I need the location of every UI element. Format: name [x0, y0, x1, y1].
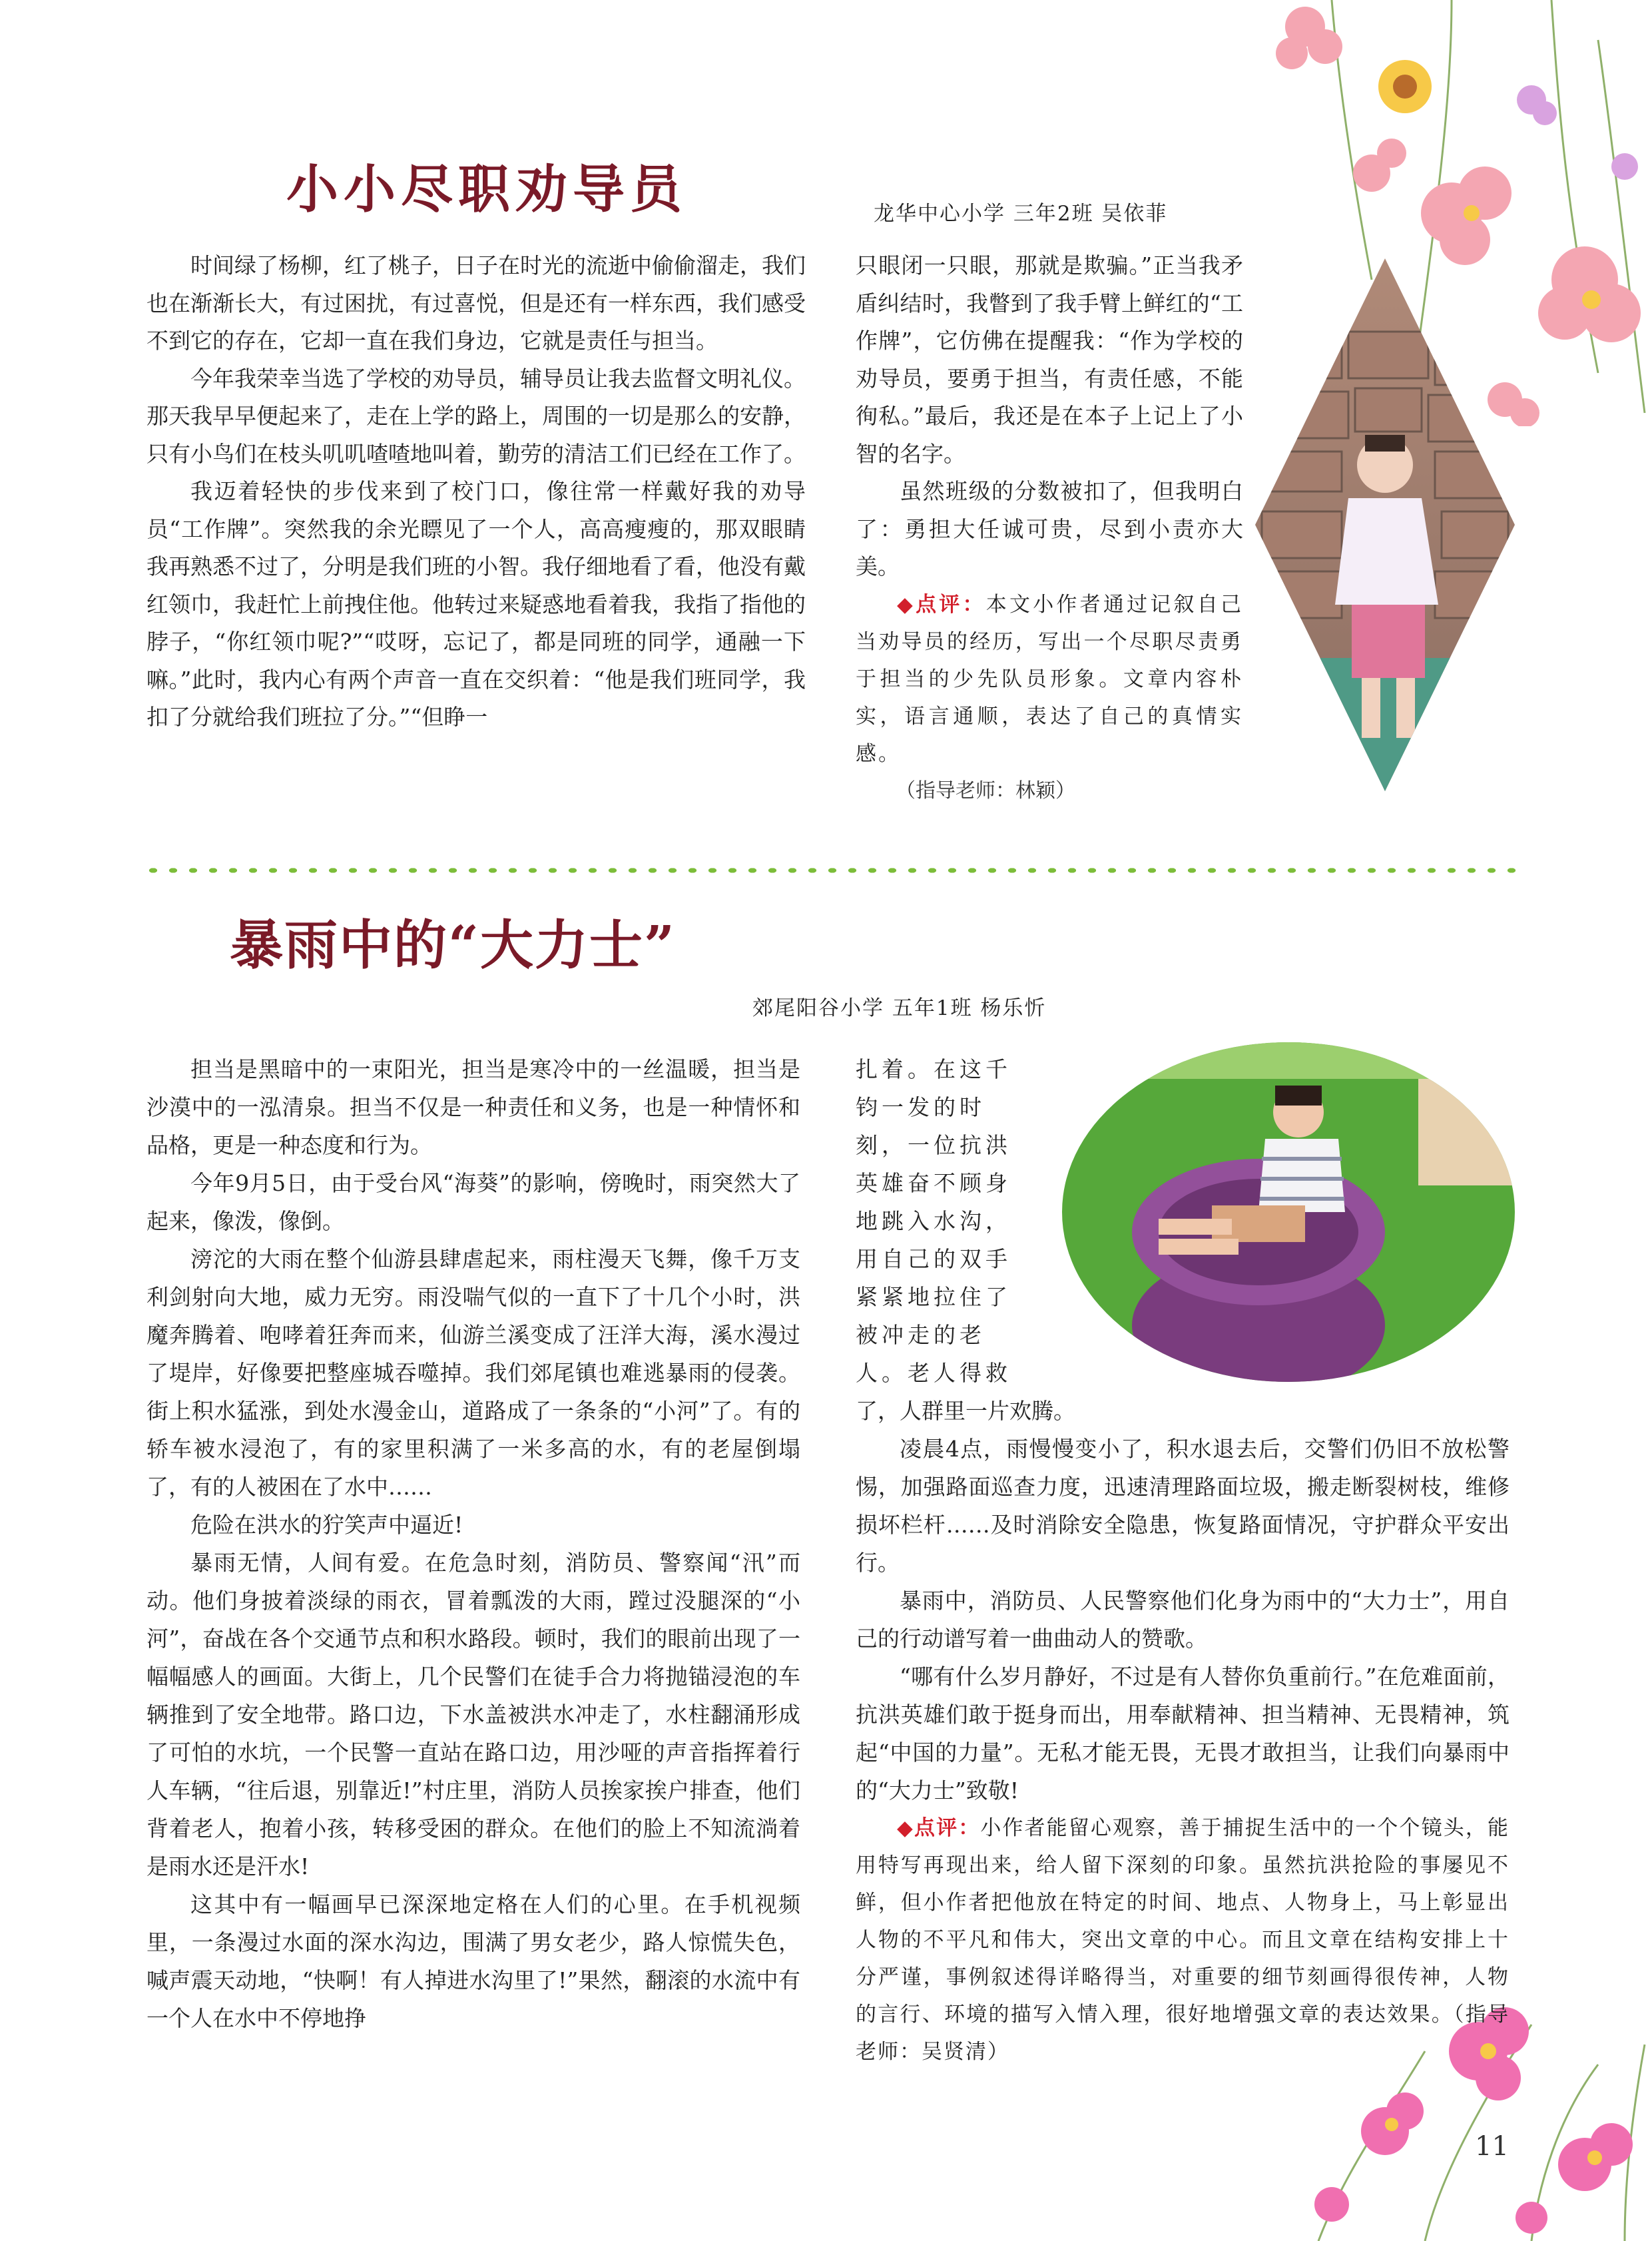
article-2-paragraph: 凌晨4点，雨慢慢变小了，积水退去后，交警们仍旧不放松警惕，加强路面巡查力度，迅速清理路面垃圾，搬走断裂树枝，维修损坏栏杆……及时消除安全隐患，恢复路面情况，守护群众平安出行。 [856, 1436, 1510, 1576]
article-1-byline: 龙华中心小学 三年2班 吴依菲 [874, 202, 1168, 226]
article-2-paragraph: “哪有什么岁月静好，不过是有人替你负重前行。”在危难面前，抗洪英雄们敢于挺身而出，用奉献精神、担当精神、无畏精神，筑起“中国的力量”。无私才能无畏，无畏才敢担当，让我们向暴雨中的“大力士”致敬! [856, 1664, 1510, 1803]
article-2-right-column [856, 1392, 1510, 2071]
article-1-teacher: （指导老师：林颖） [896, 779, 1075, 802]
wrap-line: 被冲走的老 [856, 1322, 985, 1348]
article-1-paragraph: 今年我荣幸当选了学校的劝导员，辅导员让我去监督文明礼仪。那天我早早便起来了，走在上学的路上，周围的一切是那么的安静，只有小鸟们在枝头叽叽喳喳地叫着，勤劳的清洁工们已经在工作了。 [146, 365, 806, 467]
article-1-paragraph: 时间绿了杨柳，红了桃子，日子在时光的流逝中偷偷溜走，我们也在渐渐长大，有过困扰，有过喜悦，但是还有一样东西，我们感受不到它的存在，它却一直在我们身边，它就是责任与担当。 [146, 252, 806, 354]
wrap-line: 刻，一位抗洪 [856, 1132, 1011, 1158]
wrap-line: 扎着。在这千 [856, 1056, 1011, 1082]
wrap-line: 英雄奋不顾身 [856, 1170, 1011, 1196]
article-2-paragraph: 暴雨无情，人间有爱。在危急时刻，消防员、警察闻“汛”而动。他们身披着淡绿的雨衣，冒着瓢泼的大雨，蹚过没腿深的“小河”，奋战在各个交通节点和积水路段。顿时，我们的眼前出现了一幅幅感人的画面。大街上，几个民警们在徒手合力将抛锚浸泡的车辆推到了安全地带。路口边，下水盖被洪水冲走了，水柱翻涌形成了可怕的水坑，一个民警一直站在路口边，用沙哑的声音指挥着行人车辆，“往后退，别靠近!”村庄里，消防人员挨家挨户排查，他们背着老人，抱着小孩，转移受困的群众。在他们的脸上不知流淌着是雨水还是汗水! [146, 1550, 800, 1879]
article-2-paragraph: 担当是黑暗中的一束阳光，担当是寒冷中的一丝温暖，担当是沙漠中的一泓清泉。担当不仅是一种责任和义务，也是一种情怀和品格，更是一种态度和行为。 [146, 1056, 800, 1158]
article-2-title: 暴雨中的“大力士” [230, 914, 677, 976]
comment-label: ◆点评： [897, 592, 986, 617]
section-divider [143, 864, 1521, 876]
article-1-title: 小小尽职劝导员 [286, 160, 688, 220]
article-2-left-column [146, 1050, 800, 2037]
article-1-right-column [856, 247, 1243, 810]
article-1-left-column [146, 247, 806, 737]
wrap-line: 用自己的双手 [856, 1246, 1011, 1272]
wrap-line: 地跳入水沟， [856, 1208, 1011, 1234]
article-2-paragraph: 危险在洪水的狞笑声中逼近! [190, 1512, 463, 1538]
comment-label: ◆点评： [897, 1816, 981, 1840]
wrap-line: 人。老人得救 [856, 1360, 1011, 1386]
article-2-byline: 郊尾阳谷小学 五年1班 杨乐忻 [752, 996, 1047, 1020]
wrap-line: 紧紧地拉住了 [856, 1284, 1011, 1310]
wrap-line: 钧一发的时 [856, 1094, 985, 1120]
article-2-paragraph: 滂沱的大雨在整个仙游县肆虐起来，雨柱漫天飞舞，像千万支利剑射向大地，威力无穷。雨没喘气似的一直下了十几个小时，洪魔奔腾着、咆哮着狂奔而来，仙游兰溪变成了汪洋大海，溪水漫过了堤岸，好像要把整座城吞噬掉。我们郊尾镇也难逃暴雨的侵袭。街上积水猛涨，到处水漫金山，道路成了一条条的“小河”了。有的轿车被水浸泡了，有的家里积满了一米多高的水，有的老屋倒塌了，有的人被困在了水中…… [146, 1246, 800, 1500]
girl-in-purple-chair-photo [1059, 1039, 1518, 1385]
article-2-paragraph: 暴雨中，消防员、人民警察他们化身为雨中的“大力士”，用自己的行动谱写着一曲曲动人的赞歌。 [856, 1588, 1510, 1652]
article-2-wrap-lines [856, 1050, 1049, 1392]
article-2-paragraph: 这其中有一幅画早已深深地定格在人们的心里。在手机视频里，一条漫过水面的深水沟边，围满了男女老少，路人惊慌失色，喊声震天动地，“快啊！有人掉进水沟里了!”果然，翻滚的水流中有一个人在水中不停地挣 [146, 1891, 800, 2031]
comment-text: 小作者能留心观察，善于捕捉生活中的一个个镜头，能用特写再现出来，给人留下深刻的印象。虽然抗洪抢险的事屡见不鲜，但小作者把他放在特定的时间、地点、人物身上，马上彰显出人物的不平凡和伟大，突出文章的中心。而且文章在结构安排上十分严谨，事例叙述得详略得当，对重要的细节刻画得很传神，人物的言行、环境的描写入情入理，很好地增强文章的表达效果。（指导老师：吴贤清） [856, 1816, 1510, 2064]
page-number: 11 [1475, 2131, 1509, 2162]
article-1-paragraph: 我迈着轻快的步伐来到了校门口，像往常一样戴好我的劝导员“工作牌”。突然我的余光瞟见了一个人，高高瘦瘦的，那双眼睛我再熟悉不过了，分明是我们班的小智。我仔细地看了看，他没有戴红领巾，我赶忙上前拽住他。他转过来疑惑地看着我，我指了指他的脖子，“你红领巾呢?”“哎呀，忘记了，都是同班的同学，通融一下嘛。”此时，我内心有两个声音一直在交织着：“他是我们班同学，我扣了分就给我们班拉了分。”“但睁一 [146, 478, 806, 730]
article-1-paragraph: 虽然班级的分数被扣了，但我明白了：勇担大任诚可贵，尽到小责亦大美。 [856, 478, 1243, 579]
girl-by-stone-wall-photo [1255, 258, 1515, 791]
comment-text: 本文小作者通过记叙自己当劝导员的经历，写出一个尽职尽责勇于担当的少先队员形象。文章内容朴实，语言通顺，表达了自己的真情实感。 [856, 592, 1244, 766]
article-1-paragraph: 只眼闭一只眼，那就是欺骗。”正当我矛盾纠结时，我瞥到了我手臂上鲜红的“工作牌”，它仿佛在提醒我：“作为学校的劝导员，要勇于担当，有责任感，不能徇私。”最后，我还是在本子上记上了小智的名字。 [856, 252, 1243, 467]
article-2-paragraph: 今年9月5日，由于受台风“海葵”的影响，傍晚时，雨突然大了起来，像泼，像倒。 [146, 1170, 800, 1234]
article-2-comment [856, 1809, 1510, 2071]
wrap-continuation-line: 了，人群里一片欢腾。 [856, 1398, 1075, 1424]
article-1-comment [856, 586, 1243, 773]
